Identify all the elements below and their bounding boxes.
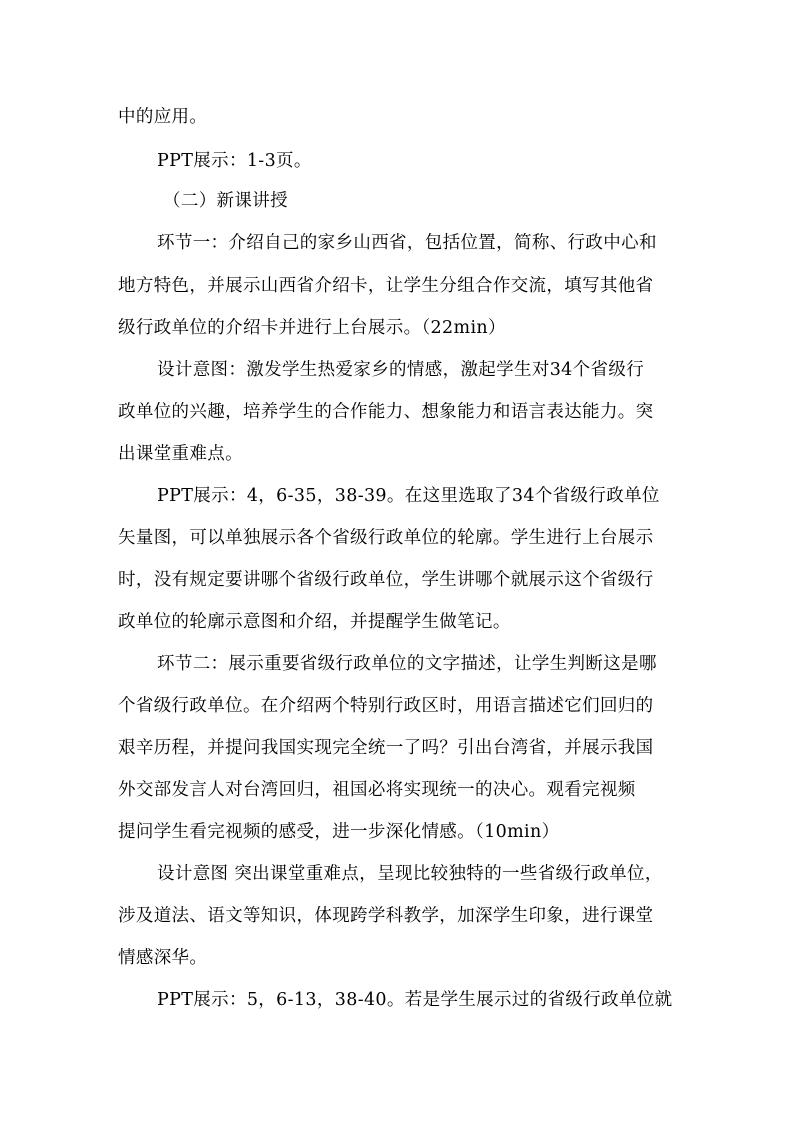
paragraph-line: 情感深华。	[118, 948, 208, 968]
paragraph-line: 矢量图，可以单独展示各个省级行政单位的轮廓。学生进行上台展示	[118, 528, 654, 548]
paragraph-line: 出课堂重难点。	[118, 444, 243, 464]
paragraph-line: 涉及道法、语文等知识，体现跨学科教学，加深学生印象，进行课堂	[118, 906, 654, 926]
paragraph-line: 中的应用。	[118, 107, 208, 127]
paragraph-line: PPT展示：1-3页。	[157, 151, 312, 171]
paragraph-line: 政单位的兴趣，培养学生的合作能力、想象能力和语言表达能力。突	[118, 402, 654, 422]
paragraph-line: PPT展示：5，6-13，38-40。若是学生展示过的省级行政单位就	[157, 990, 673, 1010]
paragraph-line: 艰辛历程，并提问我国实现完全统一了吗？引出台湾省，并展示我国	[118, 738, 654, 758]
paragraph-line: 政单位的轮廓示意图和介绍，并提醒学生做笔记。	[118, 612, 511, 632]
paragraph-line: 地方特色，并展示山西省介绍卡，让学生分组合作交流，填写其他省	[118, 276, 654, 296]
paragraph-line: 环节一：介绍自己的家乡山西省，包括位置，简称、行政中心和	[157, 233, 657, 253]
paragraph-line: PPT展示：4，6-35，38-39。在这里选取了34个省级行政单位	[157, 486, 660, 506]
paragraph-line: 时，没有规定要讲哪个省级行政单位，学生讲哪个就展示这个省级行	[118, 570, 654, 590]
paragraph-line: 设计意图 突出课堂重难点，呈现比较独特的一些省级行政单位，	[157, 864, 663, 884]
paragraph-line: 设计意图：激发学生热爱家乡的情感，激起学生对34个省级行	[157, 360, 645, 380]
paragraph-line: 环节二：展示重要省级行政单位的文字描述，让学生判断这是哪	[157, 654, 657, 674]
paragraph-line: 个省级行政单位。在介绍两个特别行政区时，用语言描述它们回归的	[118, 696, 654, 716]
section-heading: （二）新课讲授	[163, 191, 288, 211]
paragraph-line: 外交部发言人对台湾回归，祖国必将实现统一的决心。观看完视频	[118, 780, 636, 800]
paragraph-line: 级行政单位的介绍卡并进行上台展示。（22min）	[118, 318, 506, 338]
paragraph-line: 提问学生看完视频的感受，进一步深化情感。（10min）	[118, 822, 560, 842]
